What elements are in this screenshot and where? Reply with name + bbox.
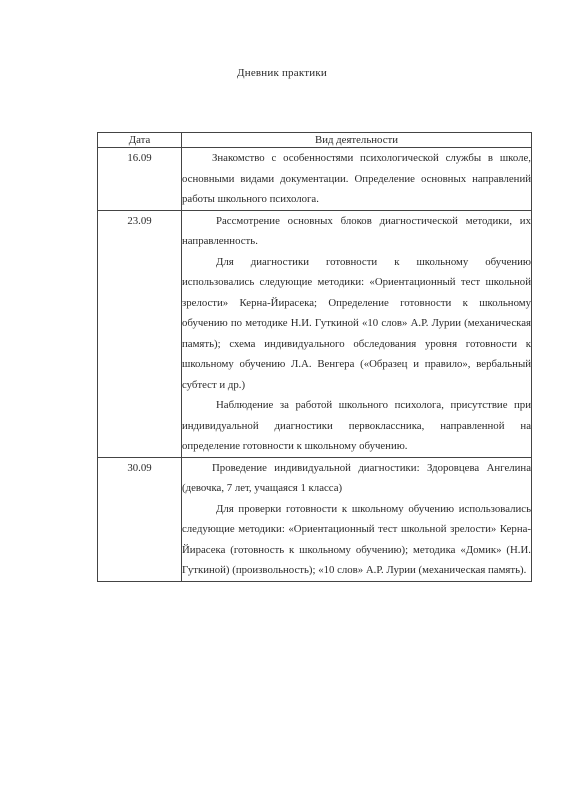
activity-paragraph: Для диагностики готовности к школьному обучению использовались следующие методики: «Ориентационный тест школьной зрелости» Керна-Йирасека; Определение готовности к школьному обучению по методике Н.И. Гуткиной «10 слов» А.Р. Лурии (механическая память); схема индивидуального обследования уровня готовности к школьному обучению Л.А. Венгера («Образец и правило», вербальный субтест и др.)	[182, 255, 531, 391]
table-row	[98, 148, 532, 211]
activity-paragraph: Рассмотрение основных блоков диагностической методики, их направленность.	[182, 214, 531, 247]
header-date: Дата	[98, 133, 182, 148]
header-activity: Вид деятельности	[182, 133, 532, 148]
table-header-row	[98, 133, 532, 148]
table-row	[98, 210, 532, 457]
activity-paragraph: Знакомство с особенностями психологической службы в школе, основными видами документации. Определение основных направлений работы школьного психолога.	[182, 152, 531, 205]
row-activity	[182, 148, 532, 211]
page-title: Дневник практики	[237, 67, 327, 79]
activity-paragraph: Для проверки готовности к школьному обучению использовались следующие методики: «Ориентационный тест школьной зрелости» Керна-Йирасека (готовность к школьному обучению); методика «Домик» (Н.И. Гуткиной) (произвольность); «10 слов» А.Р. Лурии (механическая память).	[182, 502, 531, 576]
activity-paragraph: Проведение индивидуальной диагностики: Здоровцева Ангелина (девочка, 7 лет, учащаяся 1 класса)	[182, 461, 531, 494]
row-activity	[182, 210, 532, 457]
row-activity	[182, 457, 532, 581]
practice-diary-table	[97, 132, 532, 582]
row-date: 16.09	[98, 148, 182, 211]
row-date: 23.09	[98, 210, 182, 457]
table-row	[98, 457, 532, 581]
row-date: 30.09	[98, 457, 182, 581]
activity-paragraph: Наблюдение за работой школьного психолога, присутствие при индивидуальной диагностики первоклассника, направленной на определение готовности к школьному обучению.	[182, 399, 531, 452]
